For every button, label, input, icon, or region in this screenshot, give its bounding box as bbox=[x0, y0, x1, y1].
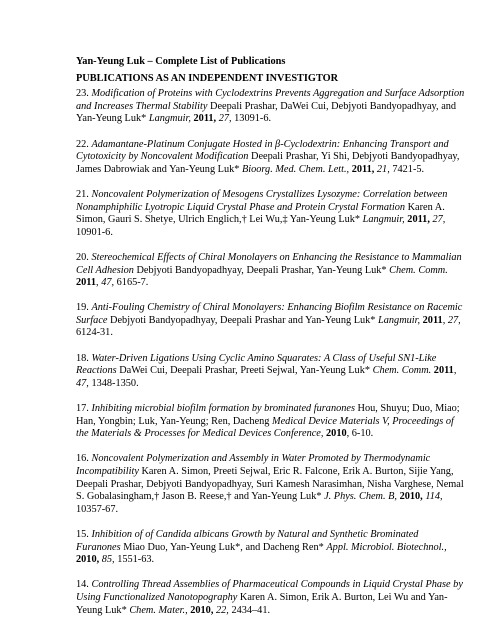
entry-title: Inhibiting microbial biofilm formation by brominated furanones bbox=[91, 403, 355, 415]
entry-pages: 6165-7. bbox=[116, 277, 149, 289]
entry-volume: 27, bbox=[218, 113, 232, 125]
entry-journal: Chem. Mater., bbox=[129, 604, 188, 616]
entry-authors: DaWei Cui, Deepali Prashar, Preeti Sejwal, Yan-Yeung Luk* bbox=[119, 365, 370, 377]
entry-year: 2011 bbox=[76, 277, 97, 289]
entry-authors: Karen A. Simon, Erik A. Burton, Lei Wu and Yan-Yeung Luk* bbox=[76, 591, 448, 616]
entry-authors: Debjyoti Bandyopadhyay, Deepali Prashar, Yan-Yeung Luk* bbox=[136, 264, 387, 276]
entry-pages: 1348-1350. bbox=[91, 377, 139, 389]
publication-entry bbox=[76, 88, 465, 126]
entry-journal: Langmuir, bbox=[362, 214, 405, 226]
entry-title: Noncovalent Polymerization of Mesogens Crystallizes Lysozyme: Correlation between Nonamphiphilic Lyotropic Liquid Crystal Phase and Protein Crystal Formation bbox=[76, 188, 448, 213]
entry-volume: 22, bbox=[215, 604, 229, 616]
entry-title: Controlling Thread Assemblies of Pharmaceutical Compounds in Liquid Crystal Phase by Using Functionalized Nanotopography bbox=[76, 579, 463, 603]
entry-year: 2011 bbox=[422, 314, 443, 326]
publication-entry bbox=[76, 403, 465, 441]
entry-authors: Karen A. Simon, Preeti Sejwal, Eric R. Falcone, Erik A. Burton, Sijie Yang, Deepali Prashar, Debjyoti Bandyopadhyay, Suri Kamesh Narasimhan, Nisha Varghese, Nemal S. Gobalasingham,† Jason B. Reese,† and Yan-Yeung Luk* bbox=[76, 466, 464, 503]
entry-journal: Medical Device Materials V, Proceedings of the Materials & Processes for Medical Devices Conference, bbox=[76, 415, 454, 440]
entry-journal: Langmuir, bbox=[378, 314, 421, 326]
entry-pages: 10901-6. bbox=[76, 226, 113, 238]
entry-authors: Debjyoti Bandyopadhyay, Deepali Prashar and Yan-Yeung Luk* bbox=[110, 314, 376, 326]
entry-number: 23. bbox=[76, 88, 89, 100]
publication-entry: 20. Stereochemical Effects of Chiral Monolayers on Enhancing the Resistance to Mammalian Cell Adhesion Debjyoti Bandyopadhyay, Deepali Prashar, Yan-Yeung Luk* Chem. Comm. 2011, 47, 6165-7. bbox=[76, 251, 462, 289]
publication-entry: 19. Anti-Fouling Chemistry of Chiral Monolayers: Enhancing Biofilm Resistance on Racemic Surface Debjyoti Bandyopadhyay, Deepali Prashar and Yan-Yeung Luk* Langmuir, 2011, 27, 6124-31. bbox=[76, 302, 463, 339]
entry-authors: Hou, Shuyu; Duo, Miao; Han, Yongbin; Luk, Yan-Yeung; Ren, Dacheng bbox=[76, 403, 460, 427]
entry-pages: 13091-6. bbox=[234, 113, 272, 125]
entry-year: 2010 bbox=[326, 428, 347, 440]
entry-number: 18. bbox=[76, 352, 89, 364]
entry-journal: Langmuir, bbox=[148, 113, 191, 125]
entry-year: 2011, bbox=[351, 163, 375, 175]
entry-title: Anti-Fouling Chemistry of Chiral Monolayers: Enhancing Biofilm Resistance on Racemic Surface bbox=[76, 302, 463, 326]
publication-entry bbox=[76, 453, 465, 516]
entry-volume: 85, bbox=[101, 554, 115, 566]
entry-authors: Miao Duo, Yan-Yeung Luk*, and Dacheng Ren* bbox=[123, 541, 324, 553]
entry-title: Adamantane-Platinum Conjugate Hosted in β-Cyclodextrin: Enhancing Transport and Cytotoxicity by Noncovalent Modification bbox=[76, 138, 449, 163]
entry-title: Stereochemical Effects of Chiral Monolayers on Enhancing the Resistance to Mammalian Cell Adhesion bbox=[76, 251, 462, 276]
entry-volume: 114, bbox=[425, 491, 443, 503]
entry-year: 2011 bbox=[433, 365, 454, 377]
entry-authors: Deepali Prashar, DaWei Cui, Debjyoti Bandyopadhyay, and Yan-Yeung Luk* bbox=[76, 100, 457, 125]
entry-volume: 47, bbox=[101, 277, 115, 289]
entry-journal: Chem. Comm. bbox=[389, 264, 448, 276]
entry-number: 16. bbox=[76, 453, 89, 465]
entry-year: 2010, bbox=[76, 554, 100, 566]
entry-title: Inhibition of of Candida albicans Growth by Natural and Synthetic Brominated Furanones bbox=[76, 528, 419, 553]
entry-title: Water-Driven Ligations Using Cyclic Amino Squarates: A Class of Useful SN1-Like Reactions bbox=[76, 352, 437, 377]
entry-number: 21. bbox=[76, 188, 89, 200]
entry-volume: 27, bbox=[432, 214, 446, 226]
entry-pages: 1551-63. bbox=[117, 554, 155, 566]
entry-year: 2011, bbox=[407, 214, 430, 226]
entry-pages: 2434–41. bbox=[231, 604, 271, 616]
entry-journal: Appl. Microbiol. Biotechnol., bbox=[326, 541, 447, 553]
entry-year: 2011, bbox=[193, 113, 217, 125]
entry-pages: 7421-5. bbox=[392, 163, 425, 175]
publication-entry: 18. Water-Driven Ligations Using Cyclic Amino Squarates: A Class of Useful SN1-Like Reactions DaWei Cui, Deepali Prashar, Preeti Sejwal, Yan-Yeung Luk* Chem. Comm. 2011, 47, 1348-1350. bbox=[76, 352, 457, 389]
entry-number: 19. bbox=[76, 302, 89, 314]
entry-authors: Karen A. Simon, Gauri S. Shetye, Ulrich Englich,† Lei Wu,‡ Yan-Yeung Luk* bbox=[76, 201, 445, 226]
entry-year: 2010, bbox=[399, 491, 423, 503]
entry-number: 14. bbox=[76, 579, 89, 591]
section-heading: PUBLICATIONS AS AN INDEPENDENT INVESTIGTOR bbox=[76, 72, 339, 84]
entry-volume: 21, bbox=[376, 163, 390, 175]
entry-journal: Chem. Comm. bbox=[372, 365, 432, 377]
entry-volume: 27, bbox=[447, 314, 461, 326]
entry-year: 2010, bbox=[190, 604, 214, 616]
entry-title: Modification of Proteins with Cyclodextrins Prevents Aggregation and Surface Adsorption and Increases Thermal Stability bbox=[76, 88, 465, 112]
entry-number: 20. bbox=[76, 251, 89, 263]
entry-number: 22. bbox=[76, 138, 89, 150]
entry-number: 17. bbox=[76, 403, 89, 415]
entry-number: 15. bbox=[76, 528, 89, 540]
entry-pages: , 6-10. bbox=[346, 428, 374, 440]
entry-volume: 47, bbox=[76, 377, 89, 389]
entry-journal: J. Phys. Chem. B, bbox=[324, 491, 397, 503]
publication-entry bbox=[76, 579, 465, 617]
document-header: Yan-Yeung Luk – Complete List of Publications bbox=[76, 56, 286, 67]
publication-entry bbox=[76, 139, 465, 177]
entry-pages: 6124-31. bbox=[76, 327, 113, 339]
entry-title: Noncovalent Polymerization and Assembly in Water Promoted by Thermodynamic Incompatibility bbox=[76, 453, 431, 477]
entry-authors: Deepali Prashar, Yi Shi, Debjyoti Bandyopadhyay, James Dabrowiak and Yan-Yeung Luk* bbox=[76, 151, 460, 175]
publication-entry bbox=[76, 189, 465, 239]
entry-journal: Bioorg. Med. Chem. Lett., bbox=[241, 163, 350, 175]
publication-entry bbox=[76, 529, 465, 567]
entry-pages: 10357-67. bbox=[76, 503, 119, 515]
